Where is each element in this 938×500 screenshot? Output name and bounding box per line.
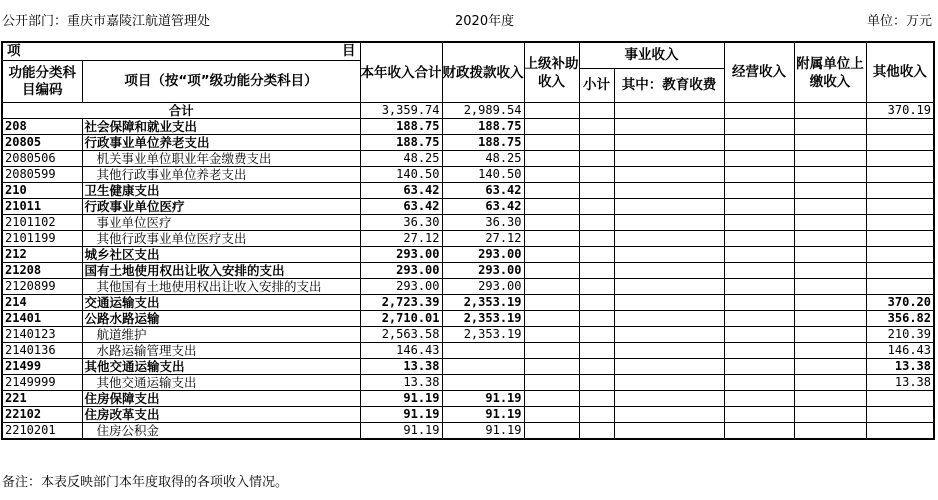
table-row [2, 311, 934, 327]
row-business-education [614, 359, 724, 375]
table-row [2, 327, 934, 343]
row-code: 2101199 [2, 231, 82, 247]
row-operating [724, 167, 794, 183]
row-business-subtotal [579, 247, 614, 263]
row-name: 事业单位医疗 [82, 215, 360, 231]
table-row [2, 375, 934, 391]
table-row [2, 279, 934, 295]
total-other: 370.19 [866, 103, 934, 119]
table-row [2, 135, 934, 151]
row-other [866, 423, 934, 440]
col-other-income: 其他收入 [866, 42, 934, 103]
col-name: 项目（按“项”级功能分类科目） [82, 61, 360, 103]
item-header-left: 项 [7, 43, 21, 59]
total-subtotal [579, 103, 614, 119]
row-fiscal [442, 359, 524, 375]
row-business-education [614, 295, 724, 311]
row-income-total: 13.38 [360, 375, 442, 391]
row-affiliated [794, 375, 866, 391]
table-row [2, 119, 934, 135]
row-fiscal: 293.00 [442, 279, 524, 295]
row-business-education [614, 119, 724, 135]
row-operating [724, 199, 794, 215]
row-business-subtotal [579, 423, 614, 440]
row-affiliated [794, 231, 866, 247]
row-operating [724, 375, 794, 391]
row-affiliated [794, 183, 866, 199]
row-fiscal: 188.75 [442, 135, 524, 151]
table-row [2, 295, 934, 311]
row-business-education [614, 327, 724, 343]
row-fiscal: 293.00 [442, 247, 524, 263]
row-business-subtotal [579, 327, 614, 343]
row-operating [724, 343, 794, 359]
row-operating [724, 247, 794, 263]
row-income-total: 140.50 [360, 167, 442, 183]
row-name: 行政事业单位养老支出 [82, 135, 360, 151]
total-education [614, 103, 724, 119]
col-income-total: 本年收入合计 [360, 42, 442, 103]
col-fiscal: 财政拨款收入 [442, 42, 524, 103]
row-other: 356.82 [866, 311, 934, 327]
row-operating [724, 423, 794, 440]
row-operating [724, 407, 794, 423]
row-income-total: 63.42 [360, 199, 442, 215]
row-business-education [614, 167, 724, 183]
row-affiliated [794, 199, 866, 215]
row-business-subtotal [579, 407, 614, 423]
row-affiliated [794, 167, 866, 183]
row-business-education [614, 423, 724, 440]
row-income-total: 27.12 [360, 231, 442, 247]
row-income-total: 2,563.58 [360, 327, 442, 343]
row-business-subtotal [579, 263, 614, 279]
row-income-total: 91.19 [360, 391, 442, 407]
row-code: 2210201 [2, 423, 82, 440]
row-business-education [614, 343, 724, 359]
row-operating [724, 391, 794, 407]
row-fiscal: 36.30 [442, 215, 524, 231]
row-affiliated [794, 407, 866, 423]
row-superior [524, 151, 579, 167]
table-row [2, 247, 934, 263]
row-name: 航道维护 [82, 327, 360, 343]
row-code: 2149999 [2, 375, 82, 391]
row-other [866, 167, 934, 183]
row-business-education [614, 407, 724, 423]
row-code: 21208 [2, 263, 82, 279]
row-code: 221 [2, 391, 82, 407]
table-body [2, 103, 934, 440]
row-fiscal [442, 375, 524, 391]
total-row [2, 103, 934, 119]
row-code: 2080599 [2, 167, 82, 183]
row-operating [724, 359, 794, 375]
row-code: 2120899 [2, 279, 82, 295]
row-fiscal: 48.25 [442, 151, 524, 167]
row-code: 22102 [2, 407, 82, 423]
row-income-total: 188.75 [360, 135, 442, 151]
row-operating [724, 263, 794, 279]
row-code: 208 [2, 119, 82, 135]
row-business-subtotal [579, 135, 614, 151]
footnote: 备注：本表反映部门本年度取得的各项收入情况。 [2, 475, 289, 490]
row-operating [724, 135, 794, 151]
row-affiliated [794, 279, 866, 295]
row-other: 146.43 [866, 343, 934, 359]
row-business-education [614, 279, 724, 295]
row-operating [724, 327, 794, 343]
row-name: 国有土地使用权出让收入安排的支出 [82, 263, 360, 279]
row-name: 住房改革支出 [82, 407, 360, 423]
row-name: 住房公积金 [82, 423, 360, 440]
row-affiliated [794, 247, 866, 263]
row-superior [524, 199, 579, 215]
row-other [866, 119, 934, 135]
row-name: 行政事业单位医疗 [82, 199, 360, 215]
row-income-total: 293.00 [360, 279, 442, 295]
row-affiliated [794, 391, 866, 407]
row-superior [524, 247, 579, 263]
row-income-total: 146.43 [360, 343, 442, 359]
col-business-income: 事业收入 [579, 42, 724, 69]
row-income-total: 2,723.39 [360, 295, 442, 311]
row-affiliated [794, 295, 866, 311]
table-row [2, 263, 934, 279]
row-business-education [614, 183, 724, 199]
row-name: 卫生健康支出 [82, 183, 360, 199]
row-business-education [614, 263, 724, 279]
row-business-subtotal [579, 231, 614, 247]
row-business-subtotal [579, 343, 614, 359]
row-superior [524, 231, 579, 247]
total-affiliated [794, 103, 866, 119]
row-name: 城乡社区支出 [82, 247, 360, 263]
col-affiliated-income: 附属单位上缴收入 [794, 42, 866, 103]
row-fiscal [442, 343, 524, 359]
row-superior [524, 375, 579, 391]
row-business-subtotal [579, 279, 614, 295]
row-name: 交通运输支出 [82, 295, 360, 311]
row-business-education [614, 375, 724, 391]
table-row [2, 359, 934, 375]
row-income-total: 48.25 [360, 151, 442, 167]
row-business-subtotal [579, 375, 614, 391]
row-superior [524, 391, 579, 407]
row-business-education [614, 215, 724, 231]
row-fiscal: 91.19 [442, 423, 524, 440]
total-operating [724, 103, 794, 119]
row-affiliated [794, 311, 866, 327]
row-income-total: 188.75 [360, 119, 442, 135]
row-operating [724, 183, 794, 199]
total-fiscal: 2,989.54 [442, 103, 524, 119]
table-row [2, 183, 934, 199]
col-business-education: 其中：教育收费 [614, 69, 724, 103]
row-code: 2140123 [2, 327, 82, 343]
row-operating [724, 279, 794, 295]
col-code: 功能分类科目编码 [2, 61, 82, 103]
row-fiscal: 27.12 [442, 231, 524, 247]
col-business-subtotal: 小计 [579, 69, 614, 103]
row-business-subtotal [579, 215, 614, 231]
row-affiliated [794, 135, 866, 151]
table-row [2, 199, 934, 215]
row-affiliated [794, 359, 866, 375]
row-income-total: 293.00 [360, 263, 442, 279]
row-other [866, 407, 934, 423]
table-row [2, 391, 934, 407]
table-row [2, 407, 934, 423]
row-income-total: 91.19 [360, 423, 442, 440]
row-other [866, 391, 934, 407]
table-row [2, 343, 934, 359]
row-business-education [614, 391, 724, 407]
row-affiliated [794, 263, 866, 279]
row-other: 13.38 [866, 375, 934, 391]
row-code: 2080506 [2, 151, 82, 167]
row-affiliated [794, 119, 866, 135]
row-fiscal: 2,353.19 [442, 327, 524, 343]
row-income-total: 13.38 [360, 359, 442, 375]
row-code: 210 [2, 183, 82, 199]
row-other: 370.20 [866, 295, 934, 311]
row-code: 21401 [2, 311, 82, 327]
row-business-education [614, 231, 724, 247]
row-superior [524, 135, 579, 151]
row-other: 210.39 [866, 327, 934, 343]
row-code: 21499 [2, 359, 82, 375]
row-business-subtotal [579, 359, 614, 375]
row-affiliated [794, 423, 866, 440]
row-name: 住房保障支出 [82, 391, 360, 407]
row-fiscal: 63.42 [442, 199, 524, 215]
row-name: 其他交通运输支出 [82, 359, 360, 375]
row-superior [524, 359, 579, 375]
row-superior [524, 423, 579, 440]
row-superior [524, 311, 579, 327]
row-superior [524, 407, 579, 423]
row-business-education [614, 135, 724, 151]
income-table [1, 41, 935, 440]
row-fiscal: 140.50 [442, 167, 524, 183]
row-code: 21011 [2, 199, 82, 215]
row-other [866, 151, 934, 167]
unit-label: 单位：万元 [866, 14, 932, 29]
row-name: 其他行政事业单位养老支出 [82, 167, 360, 183]
row-superior [524, 183, 579, 199]
row-business-subtotal [579, 391, 614, 407]
row-superior [524, 215, 579, 231]
row-fiscal: 188.75 [442, 119, 524, 135]
row-superior [524, 263, 579, 279]
col-superior-subsidy: 上级补助收入 [524, 42, 579, 103]
row-superior [524, 119, 579, 135]
row-operating [724, 119, 794, 135]
row-operating [724, 295, 794, 311]
row-code: 2140136 [2, 343, 82, 359]
row-income-total: 293.00 [360, 247, 442, 263]
table-row [2, 231, 934, 247]
row-business-education [614, 311, 724, 327]
row-other [866, 183, 934, 199]
table-header [2, 42, 934, 103]
row-income-total: 91.19 [360, 407, 442, 423]
row-income-total: 2,710.01 [360, 311, 442, 327]
row-code: 2101102 [2, 215, 82, 231]
row-code: 20805 [2, 135, 82, 151]
row-superior [524, 327, 579, 343]
row-name: 其他交通运输支出 [82, 375, 360, 391]
row-other [866, 199, 934, 215]
col-operating-income: 经营收入 [724, 42, 794, 103]
row-other [866, 279, 934, 295]
row-business-education [614, 199, 724, 215]
row-affiliated [794, 327, 866, 343]
item-header-cell [2, 42, 360, 61]
row-business-subtotal [579, 119, 614, 135]
row-operating [724, 215, 794, 231]
row-fiscal: 91.19 [442, 407, 524, 423]
row-code: 214 [2, 295, 82, 311]
row-income-total: 63.42 [360, 183, 442, 199]
row-affiliated [794, 151, 866, 167]
table-row [2, 151, 934, 167]
row-name: 水路运输管理支出 [82, 343, 360, 359]
row-fiscal: 91.19 [442, 391, 524, 407]
year-label: 2020年度 [455, 14, 515, 29]
row-other [866, 215, 934, 231]
row-code: 212 [2, 247, 82, 263]
row-other [866, 263, 934, 279]
row-fiscal: 293.00 [442, 263, 524, 279]
item-header-right: 目 [342, 43, 356, 59]
row-business-subtotal [579, 295, 614, 311]
row-other: 13.38 [866, 359, 934, 375]
row-name: 机关事业单位职业年金缴费支出 [82, 151, 360, 167]
row-business-subtotal [579, 199, 614, 215]
row-operating [724, 311, 794, 327]
total-superior [524, 103, 579, 119]
row-name: 其他行政事业单位医疗支出 [82, 231, 360, 247]
row-other [866, 247, 934, 263]
row-operating [724, 231, 794, 247]
row-other [866, 135, 934, 151]
row-fiscal: 2,353.19 [442, 295, 524, 311]
row-superior [524, 167, 579, 183]
row-affiliated [794, 215, 866, 231]
row-name: 其他国有土地使用权出让收入安排的支出 [82, 279, 360, 295]
row-operating [724, 151, 794, 167]
row-affiliated [794, 343, 866, 359]
department-label: 公开部门：重庆市嘉陵江航道管理处 [2, 14, 211, 29]
row-business-subtotal [579, 311, 614, 327]
table-row [2, 215, 934, 231]
total-label: 合计 [2, 103, 360, 119]
row-name: 社会保障和就业支出 [82, 119, 360, 135]
row-name: 公路水路运输 [82, 311, 360, 327]
row-income-total: 36.30 [360, 215, 442, 231]
total-income: 3,359.74 [360, 103, 442, 119]
table-row [2, 167, 934, 183]
row-superior [524, 279, 579, 295]
row-fiscal: 2,353.19 [442, 311, 524, 327]
table-row [2, 423, 934, 440]
row-business-education [614, 151, 724, 167]
row-fiscal: 63.42 [442, 183, 524, 199]
row-other [866, 231, 934, 247]
row-business-subtotal [579, 167, 614, 183]
row-business-subtotal [579, 183, 614, 199]
row-business-subtotal [579, 151, 614, 167]
row-superior [524, 343, 579, 359]
row-business-education [614, 247, 724, 263]
row-superior [524, 295, 579, 311]
